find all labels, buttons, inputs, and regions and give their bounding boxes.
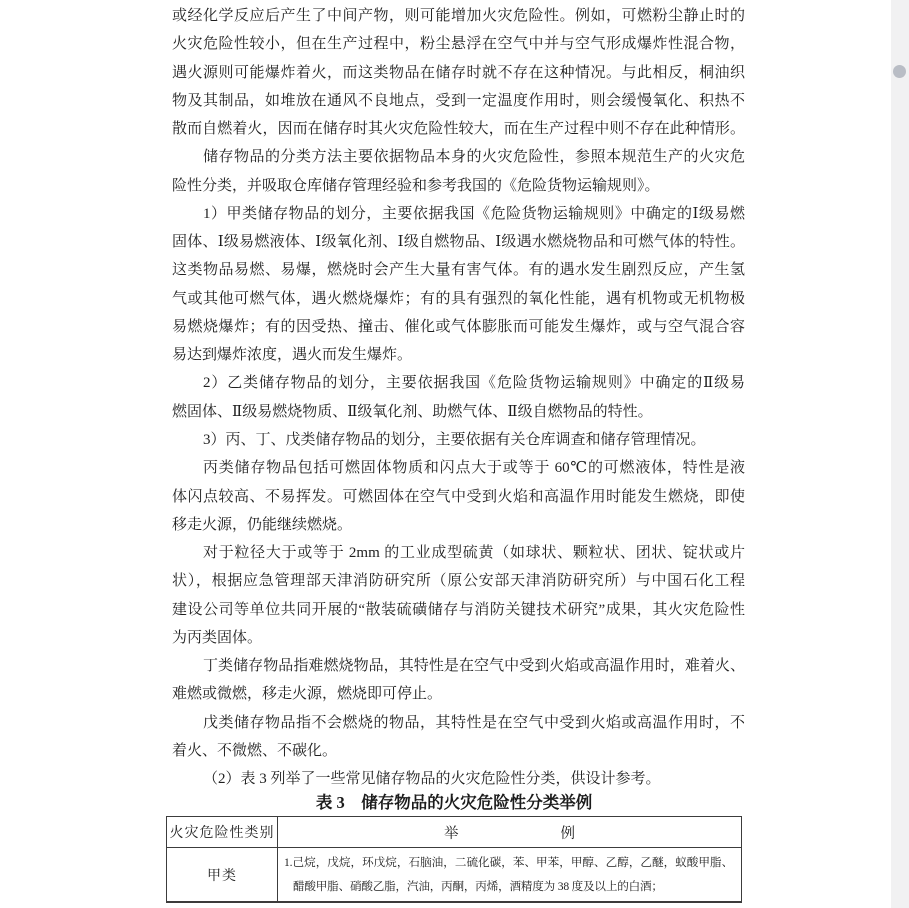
text-line: 储存物品的分类方法主要依据物品本身的火灾危险性，参照本规范生产的火灾危 — [203, 149, 745, 166]
text-line: 2）乙类储存物品的划分，主要依据我国《危险货物运输规则》中确定的Ⅱ级易 — [203, 375, 745, 392]
text-line: 散而自燃着火，因而在储存时其火灾危险性较大，而在生产过程中则不存在此种情形。 — [172, 121, 745, 138]
text-line: 对于粒径大于或等于 2mm 的工业成型硫黄（如球状、颗粒状、团状、锭状或片 — [203, 545, 745, 562]
text-line: 遇火源则可能爆炸着火，而这类物品在储存时就不存在这种情况。与此相反，桐油织 — [172, 64, 745, 81]
table-header-category: 火灾危险性类别 — [167, 817, 278, 847]
scrollbar-track[interactable] — [891, 0, 909, 908]
text-line: 1）甲类储存物品的划分，主要依据我国《危险货物运输规则》中确定的Ⅰ级易燃 — [203, 205, 745, 222]
examples-cell — [278, 848, 741, 901]
text-line: 这类物品易燃、易爆，燃烧时会产生大量有害气体。有的遇水发生剧烈反应，产生氢 — [172, 262, 745, 279]
text-line: 着火、不微燃、不碳化。 — [172, 742, 338, 759]
text-line: 为丙类固体。 — [172, 629, 263, 646]
text-line: 易达到爆炸浓度，遇火而发生爆炸。 — [172, 347, 413, 364]
body-text — [172, 2, 745, 793]
scrollbar-thumb[interactable] — [893, 65, 906, 78]
text-line: 固体、Ⅰ级易燃液体、Ⅰ级氧化剂、Ⅰ级自燃物品、Ⅰ级遇水燃烧物品和可燃气体的特性。 — [172, 234, 745, 251]
text-line: 建设公司等单位共同开展的“散装硫磺储存与消防关键技术研究”成果，其火灾危险性 — [172, 601, 745, 618]
table-header-examples-right: 例 — [560, 825, 575, 842]
text-line: 状），根据应急管理部天津消防研究所（原公安部天津消防研究所）与中国石化工程 — [172, 573, 745, 590]
table-body — [167, 848, 741, 902]
text-line: 丙类储存物品包括可燃固体物质和闪点大于或等于 60℃的可燃液体，特性是液 — [203, 460, 745, 477]
text-line: 体闪点较高、不易挥发。可燃固体在空气中受到火焰和高温作用时能发生燃烧，即使 — [172, 488, 745, 505]
text-line: 易燃烧爆炸；有的因受热、撞击、催化或气体膨胀而可能发生爆炸，或与空气混合容 — [172, 318, 745, 335]
text-line: 3）丙、丁、戊类储存物品的划分，主要依据有关仓库调查和储存管理情况。 — [203, 431, 706, 448]
example-line: 1.己烷，戊烷，环戊烷，石脑油，二硫化碳，苯、甲苯，甲醇、乙醇，乙醚，蚁酸甲脂、 — [284, 856, 733, 869]
fire-hazard-table — [166, 816, 742, 903]
text-line: 物及其制品，如堆放在通风不良地点，受到一定温度作用时，则会缓慢氧化、积热不 — [172, 92, 745, 109]
text-line: 险性分类，并吸取仓库储存管理经验和参考我国的《危险货物运输规则》。 — [172, 177, 660, 194]
text-line: 火灾危险性较小，但在生产过程中，粉尘悬浮在空气中并与空气形成爆炸性混合物， — [172, 36, 745, 53]
table-row — [167, 848, 741, 902]
table-header-row — [167, 817, 741, 848]
text-line: 气或其他可燃气体，遇火燃烧爆炸；有的具有强烈的氧化性能，遇有机物或无机物极 — [172, 290, 745, 307]
text-line: 移走火源，仍能继续燃烧。 — [172, 516, 353, 533]
text-line: 丁类储存物品指难燃烧物品，其特性是在空气中受到火焰或高温作用时，难着火、 — [203, 658, 745, 675]
text-line: 燃固体、Ⅱ级易燃烧物质、Ⅱ级氧化剂、助燃气体、Ⅱ级自燃物品的特性。 — [172, 403, 653, 420]
text-line: 难燃或微燃，移走火源，燃烧即可停止。 — [172, 686, 443, 703]
text-line: （2）表 3 列举了一些常见储存物品的火灾危险性分类，供设计参考。 — [203, 771, 661, 788]
text-line: 戊类储存物品指不会燃烧的物品，其特性是在空气中受到火焰或高温作用时，不 — [203, 714, 745, 731]
example-line: 醋酸甲脂、硝酸乙脂，汽油，丙酮，丙烯，酒精度为 38 度及以上的白酒； — [293, 880, 663, 893]
text-line: 或经化学反应后产生了中间产物，则可能增加火灾危险性。例如，可燃粉尘静止时的 — [172, 8, 745, 24]
category-cell: 甲类 — [167, 848, 278, 901]
table-header-examples-left: 举 — [444, 825, 459, 842]
table-caption: 表 3 储存物品的火灾危险性分类举例 — [315, 793, 593, 812]
table-header-examples — [278, 817, 741, 847]
